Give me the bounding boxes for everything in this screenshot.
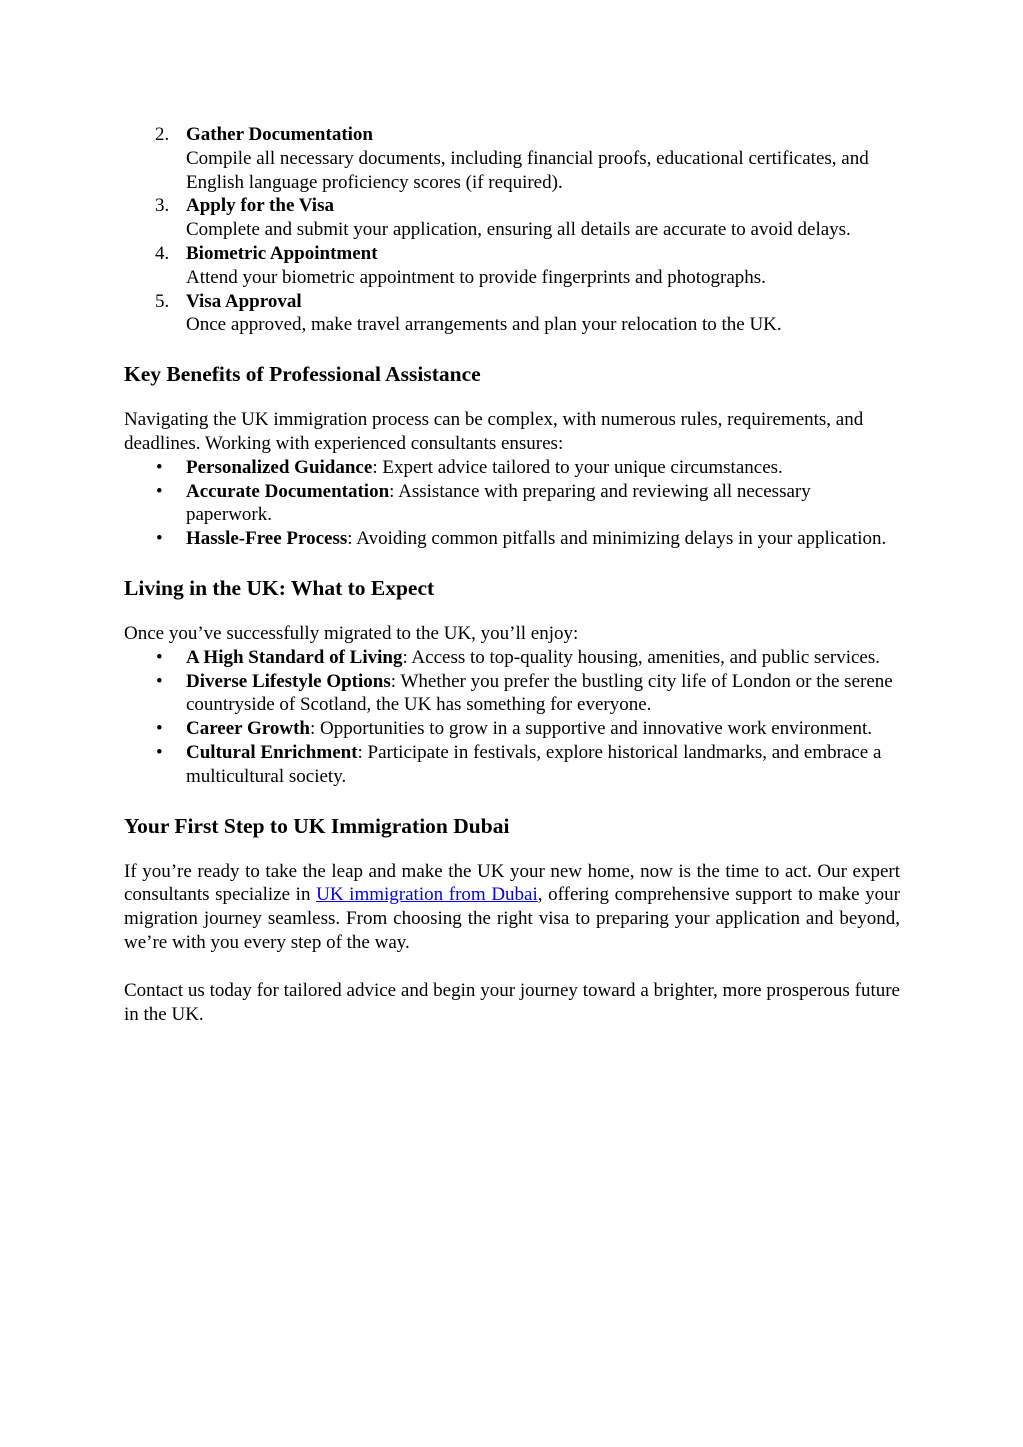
list-item — [124, 670, 900, 718]
steps-list — [124, 123, 900, 337]
step-title: Gather Documentation — [186, 124, 373, 145]
list-item — [124, 123, 900, 194]
benefit-text: : Assistance with preparing and reviewing all necessary paperwork. — [186, 480, 811, 526]
list-item — [124, 717, 900, 741]
benefit-title: Hassle-Free Process — [186, 528, 348, 550]
list-item — [124, 194, 900, 242]
step-number: 5. — [155, 290, 170, 312]
step-description: Compile all necessary documents, including financial proofs, educational certificates, and English language proficiency scores (if required). — [186, 147, 869, 193]
list-item — [124, 527, 900, 551]
uk-immigration-dubai-link[interactable]: UK immigration from Dubai — [316, 884, 538, 906]
benefits-list — [124, 456, 900, 551]
list-item — [124, 456, 900, 480]
living-item-title: Diverse Lifestyle Options — [186, 670, 391, 692]
step-number: 4. — [155, 242, 170, 264]
benefit-text: : Expert advice tailored to your unique circumstances. — [372, 456, 783, 478]
step-number: 2. — [155, 124, 170, 145]
benefit-title: Accurate Documentation — [186, 480, 390, 502]
step-title: Apply for the Visa — [186, 195, 334, 217]
contact-paragraph: Contact us today for tailored advice and begin your journey toward a brighter, more prosperous future in the UK. — [124, 979, 900, 1025]
paragraph-text: If you’re ready to take the leap and make the UK your new home, now is the time to act. Our expert consultants specialize in — [124, 860, 900, 906]
living-item-text: : Whether you prefer the bustling city life of London or the serene countryside of Scotland, the UK has something for everyone. — [186, 670, 893, 716]
first-step-heading: Your First Step to UK Immigration Dubai — [124, 813, 510, 838]
paragraph-text: , offering comprehensive support to make your migration journey seamless. From choosing the right visa to preparing your application and beyond, we’re with you every step of the way. — [124, 884, 900, 953]
step-title: Biometric Appointment — [186, 242, 378, 264]
list-item — [124, 290, 900, 338]
living-item-title: A High Standard of Living — [186, 646, 403, 668]
step-description: Attend your biometric appointment to provide fingerprints and photographs. — [186, 266, 766, 288]
living-intro: Once you’ve successfully migrated to the UK, you’ll enjoy: — [124, 622, 579, 644]
bullet-icon: • — [156, 741, 163, 763]
living-item-text: : Access to top-quality housing, amenities, and public services. — [402, 646, 880, 668]
list-item — [124, 741, 900, 789]
step-title: Visa Approval — [186, 290, 302, 312]
bullet-icon: • — [156, 456, 163, 478]
list-item — [124, 480, 900, 528]
benefits-heading: Key Benefits of Professional Assistance — [124, 362, 481, 387]
living-heading: Living in the UK: What to Expect — [124, 575, 435, 600]
step-description: Once approved, make travel arrangements and plan your relocation to the UK. — [186, 314, 782, 336]
document-page — [124, 123, 900, 1026]
living-item-title: Career Growth — [186, 718, 311, 740]
living-item-title: Cultural Enrichment — [186, 741, 358, 763]
living-list — [124, 646, 900, 789]
living-item-text: : Opportunities to grow in a supportive and innovative work environment. — [310, 718, 872, 740]
step-description: Complete and submit your application, ensuring all details are accurate to avoid delays. — [186, 219, 851, 241]
first-step-paragraph — [124, 860, 900, 955]
living-item-text: : Participate in festivals, explore historical landmarks, and embrace a multicultural society. — [186, 741, 882, 787]
step-number: 3. — [155, 195, 170, 217]
bullet-icon: • — [156, 480, 163, 502]
bullet-icon: • — [156, 528, 163, 550]
benefits-intro: Navigating the UK immigration process can be complex, with numerous rules, requirements, and deadlines. Working with experienced consultants ensures: — [124, 409, 864, 454]
bullet-icon: • — [156, 646, 163, 668]
bullet-icon: • — [156, 718, 163, 740]
benefit-text: : Avoiding common pitfalls and minimizing delays in your application. — [347, 528, 887, 550]
benefit-title: Personalized Guidance — [186, 456, 373, 478]
bullet-icon: • — [156, 670, 163, 692]
list-item — [124, 646, 900, 670]
list-item — [124, 242, 900, 290]
